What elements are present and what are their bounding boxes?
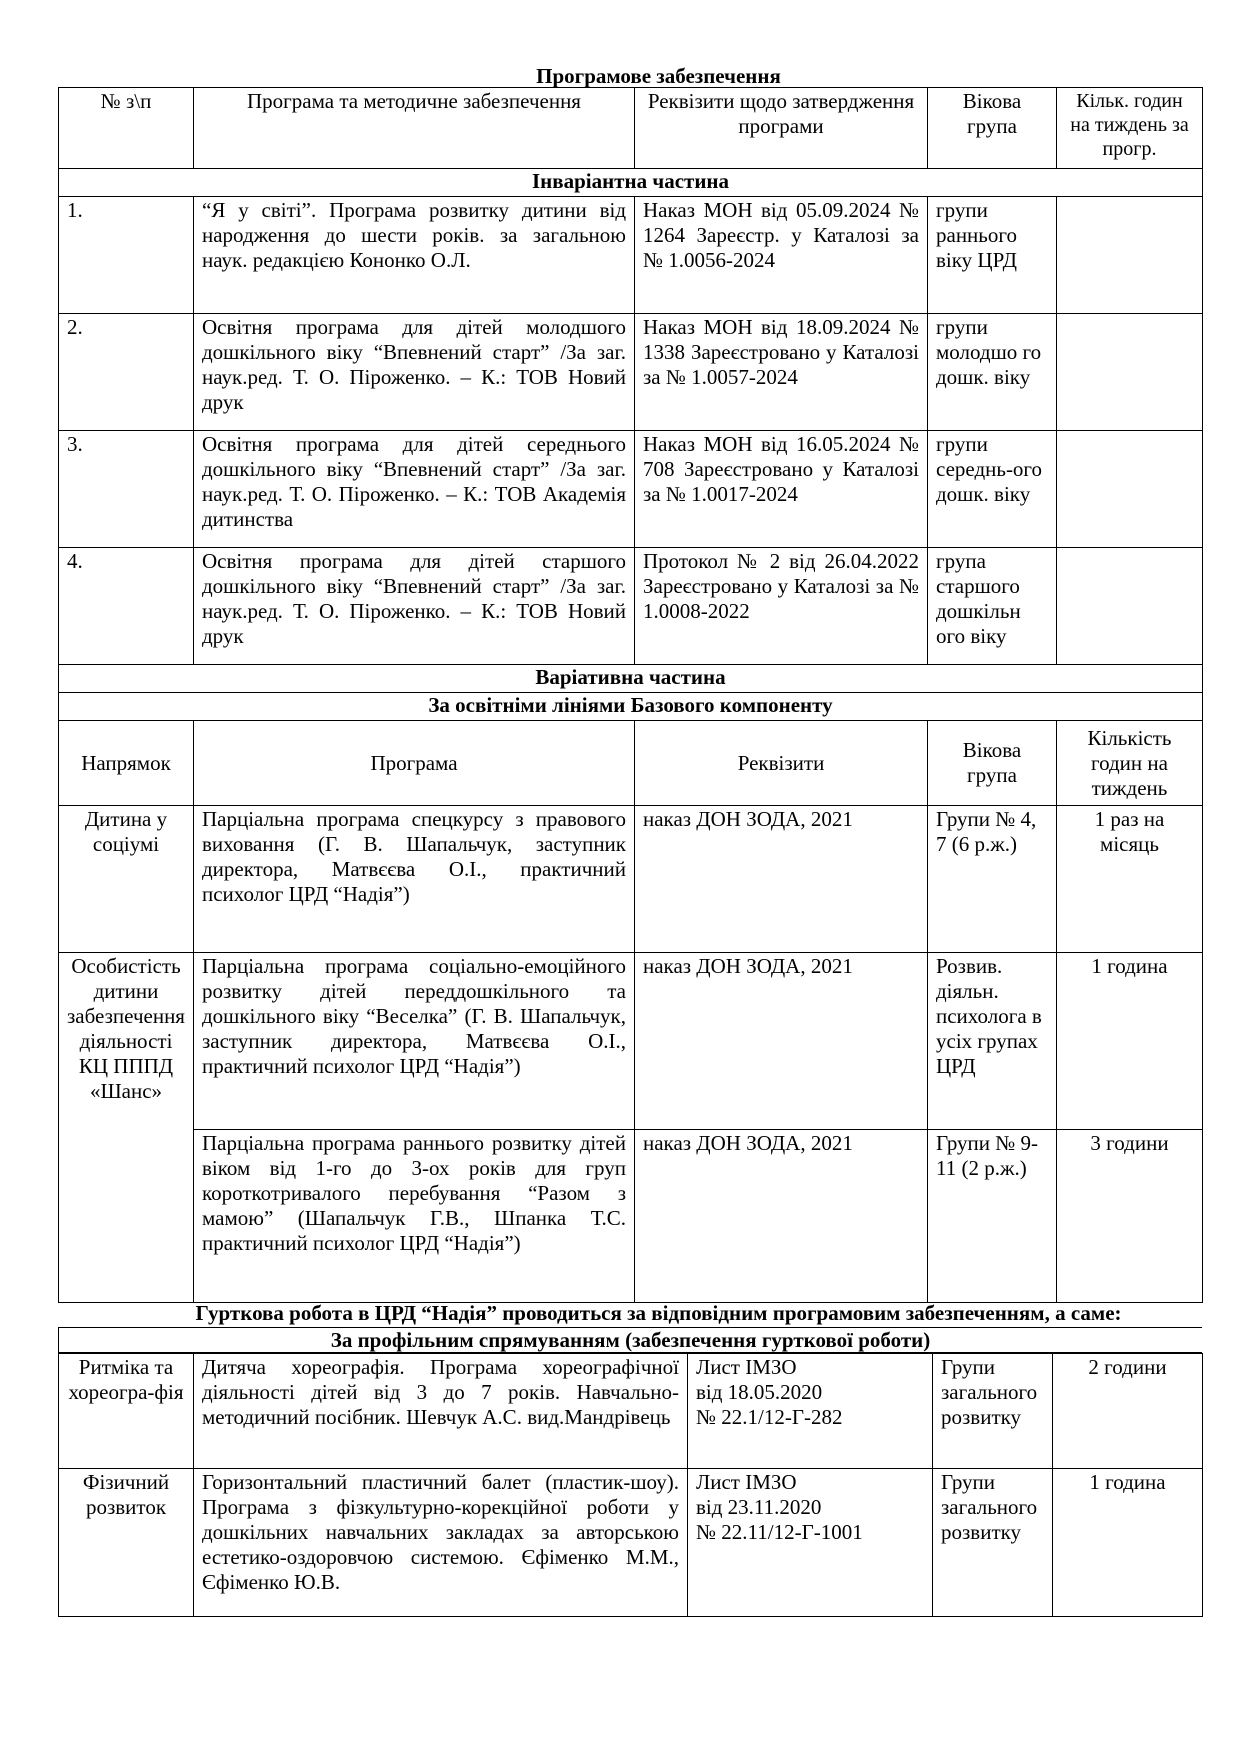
row-num: 4. bbox=[59, 548, 194, 665]
table-row bbox=[59, 1354, 1203, 1469]
section-invariant: Інваріантна частина bbox=[59, 169, 1203, 197]
row-program: Парціальна програма спецкурсу з правового виховання (Г. В. Шапальчук, заступник директора, Матвєєва О.І., практичний психолог ЦРД “Надія”) bbox=[194, 806, 635, 953]
header-age-group: Вікова група bbox=[928, 721, 1057, 806]
row-program: Освітня програма для дітей молодшого дошкільного віку “Впевнений старт” /За заг. наук.ред. Т. О. Піроженко. – К.: ТОВ Новий друк bbox=[194, 314, 635, 431]
table-row bbox=[59, 431, 1203, 548]
row-age-group: групи раннього віку ЦРД bbox=[928, 197, 1057, 314]
table-header-row bbox=[59, 88, 1203, 169]
row-age-group: групи молодшо го дошк. віку bbox=[928, 314, 1057, 431]
row-direction: Фізичний розвиток bbox=[59, 1469, 194, 1617]
row-requisites: наказ ДОН ЗОДА, 2021 bbox=[635, 953, 928, 1130]
header-hours: Кількість годин на тиждень bbox=[1057, 721, 1203, 806]
row-age-group: Розвив. діяльн. психолога в усіх групах ЦРД bbox=[928, 953, 1057, 1130]
row-age-group: групи середнь-ого дошк. віку bbox=[928, 431, 1057, 548]
row-hours bbox=[1057, 548, 1203, 665]
section-basic-component: За освітніми лініями Базового компоненту bbox=[59, 693, 1203, 721]
row-requisites: Наказ МОН від 18.09.2024 № 1338 Зареєстровано у Каталозі за № 1.0057-2024 bbox=[635, 314, 928, 431]
program-table bbox=[58, 87, 1203, 1303]
row-age-group: Групи загального розвитку bbox=[933, 1354, 1053, 1469]
row-direction: Ритміка та хореогра-фія bbox=[59, 1354, 194, 1469]
row-program: Освітня програма для дітей середнього дошкільного віку “Впевнений старт” /За заг. наук.ред. Т. О. Піроженко. – К.: ТОВ Академія дитинства bbox=[194, 431, 635, 548]
section-variative: Варіативна частина bbox=[59, 665, 1203, 693]
row-num: 3. bbox=[59, 431, 194, 548]
row-direction: Особистість дитини забезпечення діяльності КЦ ПППД «Шанс» bbox=[59, 953, 194, 1303]
row-program: Дитяча хореографія. Програма хореографічної діяльності дітей від 3 до 7 років. Навчально-методичний посібник. Шевчук А.С. вид.Мандрівець bbox=[194, 1354, 688, 1469]
row-age-group: Групи № 9-11 (2 р.ж.) bbox=[928, 1130, 1057, 1303]
row-age-group: Групи № 4, 7 (6 р.ж.) bbox=[928, 806, 1057, 953]
requisites-line: Лист ІМЗО bbox=[696, 1355, 797, 1379]
header-program: Програма bbox=[194, 721, 635, 806]
row-hours bbox=[1057, 431, 1203, 548]
header-direction: Напрямок bbox=[59, 721, 194, 806]
row-num: 2. bbox=[59, 314, 194, 431]
row-program: Парціальна програма соціально-емоційного розвитку дітей переддошкільного та дошкільного віку “Веселка” (Г. В. Шапальчук, заступник директора, Матвєєва О.І., практичний психолог ЦРД “Надія”) bbox=[194, 953, 635, 1130]
row-hours: 3 години bbox=[1057, 1130, 1203, 1303]
row-hours bbox=[1057, 314, 1203, 431]
table-row bbox=[59, 953, 1203, 1130]
table-row bbox=[59, 1469, 1203, 1617]
gurtok-note: Гурткова робота в ЦРД “Надія” проводиться за відповідним програмовим забезпеченням, а саме: bbox=[195, 1301, 1122, 1325]
page-title: Програмове забезпечення bbox=[536, 64, 781, 88]
row-requisites bbox=[688, 1469, 933, 1617]
requisites-line: від 23.11.2020 bbox=[696, 1495, 822, 1519]
section-profile: За профільним спрямуванням (забезпечення гурткової роботи) bbox=[58, 1327, 1202, 1353]
row-program: Освітня програма для дітей старшого дошкільного віку “Впевнений старт” /За заг. наук.ред. Т. О. Піроженко. – К.: ТОВ Новий друк bbox=[194, 548, 635, 665]
header-program: Програма та методичне забезпечення bbox=[194, 88, 635, 169]
row-direction: Дитина у соціумі bbox=[59, 806, 194, 953]
requisites-line: № 22.11/12-Г-1001 bbox=[696, 1520, 863, 1544]
row-program: “Я у світі”. Програма розвитку дитини від народження до шести років. за загальною наук. редакцією Кононко О.Л. bbox=[194, 197, 635, 314]
table-row bbox=[59, 548, 1203, 665]
row-age-group: Групи загального розвитку bbox=[933, 1469, 1053, 1617]
variative-header-row bbox=[59, 721, 1203, 806]
row-hours: 1 раз на місяць bbox=[1057, 806, 1203, 953]
row-requisites: Наказ МОН від 05.09.2024 № 1264 Зареєстр. у Каталозі за № 1.0056-2024 bbox=[635, 197, 928, 314]
requisites-line: Лист ІМЗО bbox=[696, 1470, 797, 1494]
row-requisites: наказ ДОН ЗОДА, 2021 bbox=[635, 1130, 928, 1303]
requisites-line: від 18.05.2020 bbox=[696, 1380, 823, 1404]
header-hours: Кільк. годин на тиждень за прогр. bbox=[1057, 88, 1203, 169]
gurtok-table bbox=[58, 1353, 1203, 1617]
requisites-line: № 22.1/12-Г-282 bbox=[696, 1405, 843, 1429]
row-num: 1. bbox=[59, 197, 194, 314]
header-requisites: Реквізити bbox=[635, 721, 928, 806]
row-age-group: група старшого дошкільн ого віку bbox=[928, 548, 1057, 665]
table-row bbox=[59, 806, 1203, 953]
row-requisites: наказ ДОН ЗОДА, 2021 bbox=[635, 806, 928, 953]
row-requisites: Протокол № 2 від 26.04.2022 Зареєстровано у Каталозі за № 1.0008-2022 bbox=[635, 548, 928, 665]
header-num: № з\п bbox=[59, 88, 194, 169]
row-program: Горизонтальний пластичний балет (пластик-шоу). Програма з фізкультурно-корекційної роботи у дошкільних навчальних закладах за авторською естетико-оздоровчою системою. Єфіменко М.М., Єфіменко Ю.В. bbox=[194, 1469, 688, 1617]
header-requisites: Реквізити щодо затвердження програми bbox=[635, 88, 928, 169]
table-row bbox=[59, 314, 1203, 431]
row-requisites bbox=[688, 1354, 933, 1469]
row-requisites: Наказ МОН від 16.05.2024 № 708 Зареєстровано у Каталозі за № 1.0017-2024 bbox=[635, 431, 928, 548]
row-hours: 2 години bbox=[1053, 1354, 1203, 1469]
header-age-group: Вікова група bbox=[928, 88, 1057, 169]
table-row bbox=[59, 197, 1203, 314]
row-hours bbox=[1057, 197, 1203, 314]
row-hours: 1 година bbox=[1057, 953, 1203, 1130]
row-hours: 1 година bbox=[1053, 1469, 1203, 1617]
table-row bbox=[59, 1130, 1203, 1303]
row-program: Парціальна програма раннього розвитку дітей віком від 1-го до 3-ох років для груп короткотривалого перебування “Разом з мамою” (Шапальчук Г.В., Шпанка Т.С. практичний психолог ЦРД “Надія”) bbox=[194, 1130, 635, 1303]
